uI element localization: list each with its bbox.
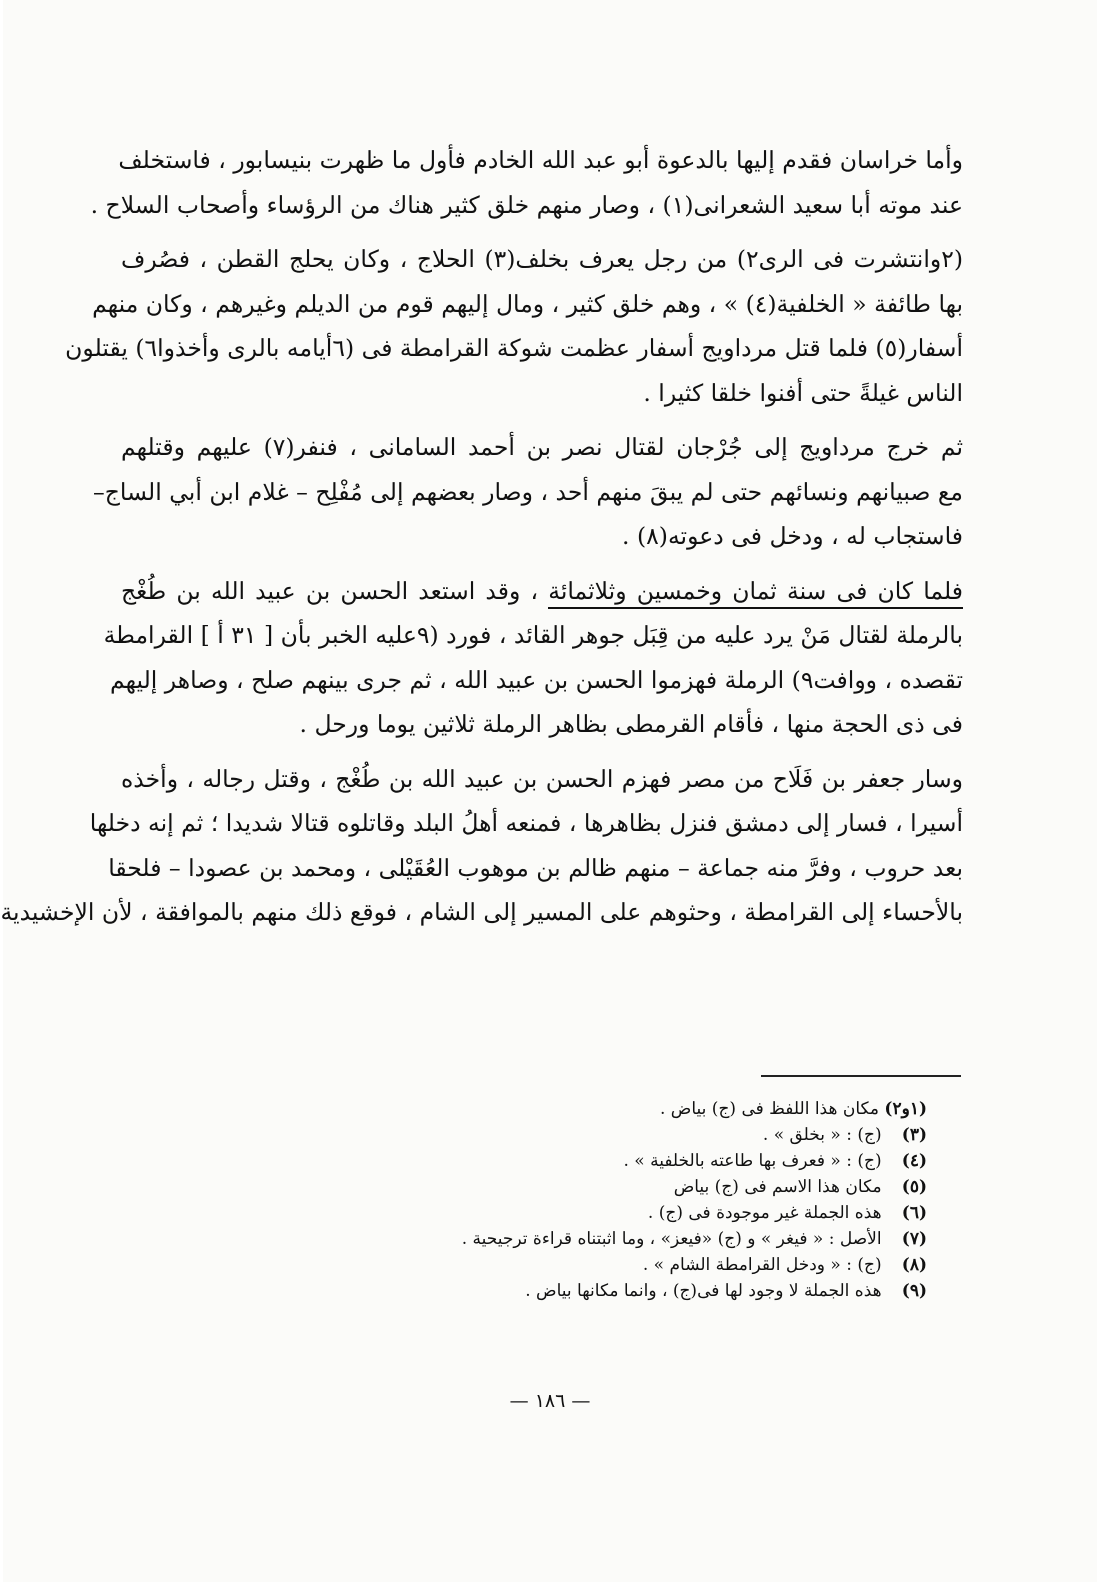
main-text <box>0 138 963 945</box>
footnote-number: (١و٢) <box>884 1099 927 1119</box>
text-line: أسفار(٥) فلما قتل مرداويج أسفار عظمت شوكة القرامطة فى (٦أيامه بالرى وأخذوا٦) يقتلون <box>65 334 963 362</box>
footnote <box>167 1122 927 1148</box>
footnote <box>167 1278 927 1304</box>
text-line: فى ذى الحجة منها ، فأقام القرمطى بظاهر الرملة ثلاثين يوما ورحل . <box>299 710 963 738</box>
text-line: الناس غيلةً حتى أفنوا خلقا كثيرا . <box>643 378 963 407</box>
text-line: وأما خراسان فقدم إليها بالدعوة أبو عبد الله الخادم فأول ما ظهرت بنيسابور ، فاستخلف <box>118 146 963 174</box>
footnote <box>167 1252 927 1278</box>
paragraph-3 <box>93 425 963 559</box>
footnote <box>167 1174 927 1200</box>
footnote-text: مكان هذا اللفظ فى (ج) بياض . <box>660 1099 879 1119</box>
text-line: وسار جعفر بن فَلَاح من مصر فهزم الحسن بن عبيد الله بن طُغْج ، وقتل رجاله ، وأخذه <box>121 764 963 793</box>
footnote-number: (٨) <box>901 1255 927 1275</box>
footnote <box>167 1096 927 1122</box>
footnote-text: (ج) : « بخلق » . <box>762 1125 882 1145</box>
text-segment: ، وقد استعد الحسن بن عبيد الله بن طُغْج <box>121 576 549 605</box>
footnotes <box>167 1096 927 1304</box>
footnote-text: مكان هذا الاسم فى (ج) بياض <box>673 1177 882 1197</box>
paragraph-5 <box>0 757 963 935</box>
text-line: بعد حروب ، وفرَّ منه جماعة – منهم ظالم بن موهوب العُقَيْلى ، ومحمد بن عصودا – فلحقا <box>108 853 963 882</box>
text-line: تقصده ، ووافت٩) الرملة فهزموا الحسن بن عبيد الله ، ثم جرى بينهم صلح ، وصاهر إليهم <box>110 665 963 694</box>
footnote-number: (٤) <box>901 1151 927 1171</box>
footnote-text: الأصل : « فيغر » و (ج) «فيعز» ، وما اثبتناه قراءة ترجيحية . <box>461 1229 882 1249</box>
footnote-number: (٧) <box>901 1229 927 1249</box>
footnote-text: (ج) : « فعرف بها طاعته بالخلفية » . <box>623 1151 882 1171</box>
page-number: — ١٨٦ — <box>509 1390 591 1412</box>
text-line: أسيرا ، فسار إلى دمشق فنزل بظاهرها ، فمنعه أهلُ البلد وقاتلوه قتالا شديدا ؛ ثم إنه دخلها <box>89 809 963 837</box>
footnote <box>167 1226 927 1252</box>
text-line: مع صبيانهم ونسائهم حتى لم يبقَ منهم أحد ، وصار بعضهم إلى مُفْلِح – غلام ابن أبي الساج– <box>93 477 963 506</box>
text-line: عند موته أبا سعيد الشعرانى(١) ، وصار منهم خلق كثير هناك من الرؤساء وأصحاب السلاح . <box>90 190 963 219</box>
footnote-text: هذه الجملة لا وجود لها فى(ج) ، وانما مكانها بياض . <box>525 1281 882 1301</box>
footnote-separator <box>761 1075 961 1077</box>
text-line <box>121 569 963 614</box>
text-line: ثم خرج مرداويج إلى جُرْجان لقتال نصر بن أحمد السامانى ، فنفر(٧) عليهم وقتلهم <box>121 433 963 461</box>
footnote-number: (٥) <box>901 1177 927 1197</box>
footnote-number: (٩) <box>901 1281 927 1301</box>
footnote <box>167 1200 927 1226</box>
text-line: بها طائفة « الخلفية(٤) » ، وهم خلق كثير ، ومال إليهم قوم من الديلم وغيرهم ، وكان منهم <box>92 289 963 318</box>
footnote-number: (٣) <box>901 1125 927 1145</box>
text-line: بالرملة لقتال مَنْ يرد عليه من قِبَل جوهر القائد ، فورد (٩عليه الخبر بأن [ ٣١ أ ] القرامطة <box>103 621 963 649</box>
footnote <box>167 1148 927 1174</box>
text-line: (٢وانتشرت فى الرى٢) من رجل يعرف بخلف(٣) الحلاج ، وكان يحلج القطن ، فصُرف <box>121 245 963 273</box>
footnote-text: (ج) : « ودخل القرامطة الشام » . <box>642 1255 882 1275</box>
text-line: بالأحساء إلى القرامطة ، وحثوهم على المسير إلى الشام ، فوقع ذلك منهم بالموافقة ، لأن الإخشيدية <box>0 898 963 926</box>
paragraph-2 <box>65 237 963 415</box>
paragraph-1 <box>90 138 963 227</box>
underlined-phrase: فلما كان فى سنة ثمان وخمسين وثلاثمائة <box>548 577 963 609</box>
paragraph-4 <box>103 569 963 747</box>
footnote-text: هذه الجملة غير موجودة فى (ج) . <box>647 1203 882 1223</box>
footnote-number: (٦) <box>901 1203 927 1223</box>
text-line: فاستجاب له ، ودخل فى دعوته(٨) . <box>622 522 963 550</box>
